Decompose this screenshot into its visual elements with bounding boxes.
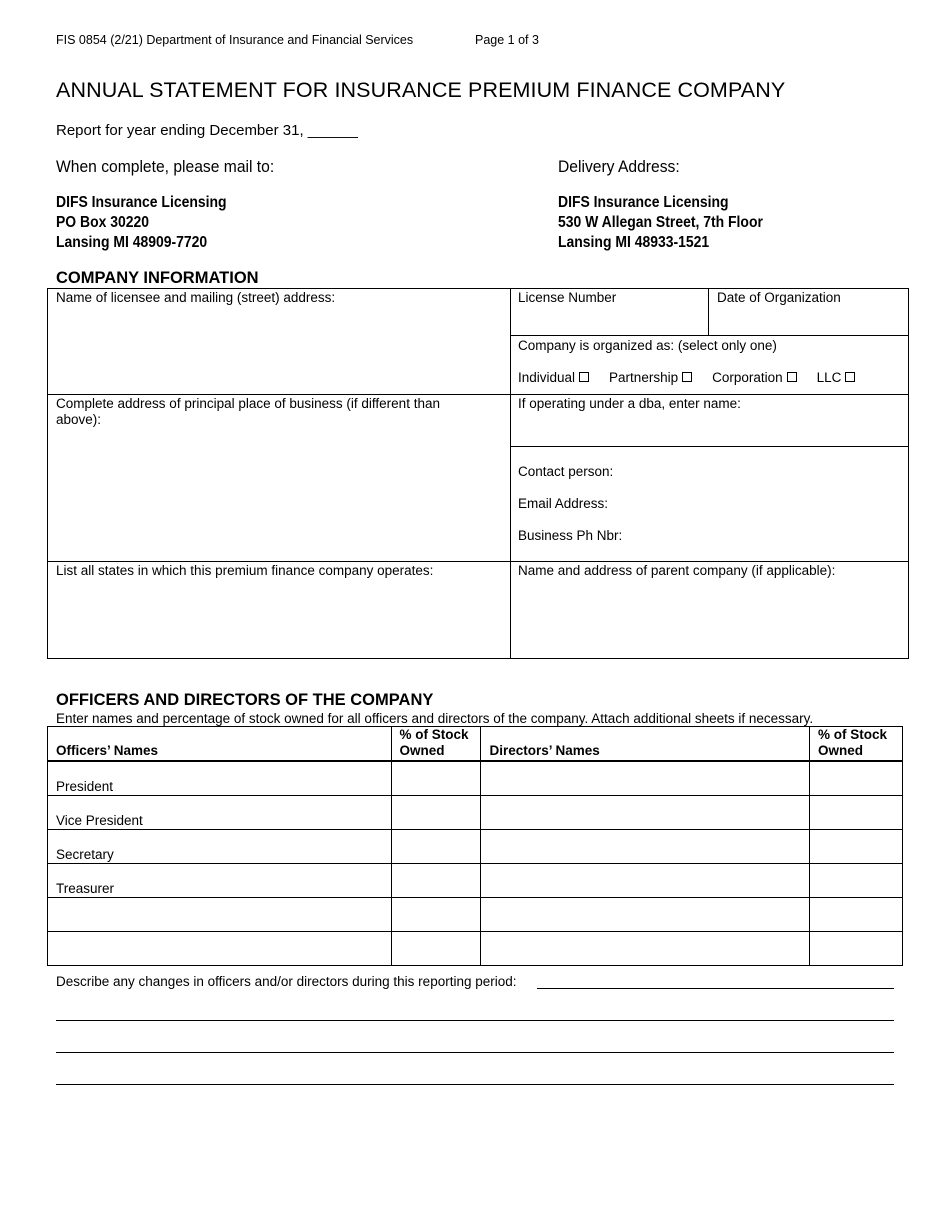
stock-cell[interactable] xyxy=(810,761,903,796)
table-row xyxy=(48,796,903,830)
officer-cell[interactable]: Secretary xyxy=(48,830,392,864)
stock-cell[interactable] xyxy=(810,796,903,830)
delivery-address-line: DIFS Insurance Licensing xyxy=(558,194,729,211)
parent-company-field[interactable]: Name and address of parent company (if applicable): xyxy=(518,563,836,578)
checkbox-icon[interactable] xyxy=(845,372,855,382)
stock-cell[interactable] xyxy=(391,898,481,932)
table-row xyxy=(48,864,903,898)
officers-table xyxy=(47,726,903,966)
stock-cell[interactable] xyxy=(391,864,481,898)
states-field[interactable]: List all states in which this premium finance company operates: xyxy=(56,563,434,578)
col-stock-owned-2: % of Stock Owned xyxy=(810,727,903,762)
org-option-llc[interactable]: LLC xyxy=(817,370,856,386)
officer-cell[interactable]: President xyxy=(48,761,392,796)
col-directors-names: Directors’ Names xyxy=(481,727,810,762)
licensee-field[interactable]: Name of licensee and mailing (street) address: xyxy=(56,290,336,305)
contact-person-field[interactable]: Contact person: xyxy=(518,464,614,479)
officer-cell[interactable]: Treasurer xyxy=(48,864,392,898)
officer-cell[interactable] xyxy=(48,932,392,966)
email-field[interactable]: Email Address: xyxy=(518,496,609,511)
stock-cell[interactable] xyxy=(810,864,903,898)
org-option-individual[interactable]: Individual xyxy=(518,370,589,386)
mail-address xyxy=(56,193,227,253)
form-id: FIS 0854 (2/21) Department of Insurance and Financial Services xyxy=(56,33,414,47)
stock-cell[interactable] xyxy=(810,830,903,864)
page-title: ANNUAL STATEMENT FOR INSURANCE PREMIUM FINANCE COMPANY xyxy=(56,78,786,102)
delivery-address-line: 530 W Allegan Street, 7th Floor xyxy=(558,214,763,231)
mail-label: When complete, please mail to: xyxy=(56,157,275,176)
changes-input-line[interactable] xyxy=(56,1052,894,1053)
dba-field[interactable]: If operating under a dba, enter name: xyxy=(518,396,741,411)
stock-cell[interactable] xyxy=(391,761,481,796)
checkbox-icon[interactable] xyxy=(787,372,797,382)
stock-cell[interactable] xyxy=(391,796,481,830)
mail-address-line: PO Box 30220 xyxy=(56,214,150,231)
col-stock-owned: % of Stock Owned xyxy=(391,727,481,762)
delivery-address-line: Lansing MI 48933-1521 xyxy=(558,234,710,251)
phone-field[interactable]: Business Ph Nbr: xyxy=(518,528,623,543)
director-cell[interactable] xyxy=(481,932,810,966)
table-row xyxy=(48,830,903,864)
changes-input-line[interactable] xyxy=(56,1084,894,1085)
director-cell[interactable] xyxy=(481,830,810,864)
license-number-field[interactable]: License Number xyxy=(518,290,617,305)
officer-cell[interactable] xyxy=(48,898,392,932)
org-option-corporation[interactable]: Corporation xyxy=(712,370,797,386)
stock-cell[interactable] xyxy=(810,932,903,966)
changes-input-line[interactable] xyxy=(537,988,894,989)
company-info-grid xyxy=(47,288,909,659)
table-row xyxy=(48,761,903,796)
principal-address-field[interactable]: Complete address of principal place of business (if different than above): xyxy=(56,396,440,427)
delivery-address xyxy=(558,193,763,253)
col-officers-names: Officers’ Names xyxy=(48,727,392,762)
org-option-partnership[interactable]: Partnership xyxy=(609,370,692,386)
report-year: Report for year ending December 31, ______ xyxy=(56,122,358,139)
page-number: Page 1 of 3 xyxy=(475,33,539,47)
director-cell[interactable] xyxy=(481,761,810,796)
director-cell[interactable] xyxy=(481,796,810,830)
table-row xyxy=(48,932,903,966)
stock-cell[interactable] xyxy=(391,932,481,966)
changes-label: Describe any changes in officers and/or directors during this reporting period: xyxy=(56,974,517,989)
officers-instructions: Enter names and percentage of stock owned for all officers and directors of the company. Attach additional sheets if necessary. xyxy=(56,711,814,726)
date-of-organization-field[interactable]: Date of Organization xyxy=(717,290,841,305)
director-cell[interactable] xyxy=(481,864,810,898)
org-type-options xyxy=(518,370,875,386)
checkbox-icon[interactable] xyxy=(682,372,692,382)
changes-input-line[interactable] xyxy=(56,1020,894,1021)
delivery-label: Delivery Address: xyxy=(558,157,680,176)
director-cell[interactable] xyxy=(481,898,810,932)
table-row xyxy=(48,898,903,932)
organized-as-label: Company is organized as: (select only one) xyxy=(518,338,777,353)
stock-cell[interactable] xyxy=(810,898,903,932)
company-section-title: COMPANY INFORMATION xyxy=(56,269,259,287)
stock-cell[interactable] xyxy=(391,830,481,864)
officers-section-title: OFFICERS AND DIRECTORS OF THE COMPANY xyxy=(56,691,434,709)
checkbox-icon[interactable] xyxy=(579,372,589,382)
mail-address-line: Lansing MI 48909-7720 xyxy=(56,234,208,251)
mail-address-line: DIFS Insurance Licensing xyxy=(56,194,227,211)
officer-cell[interactable]: Vice President xyxy=(48,796,392,830)
